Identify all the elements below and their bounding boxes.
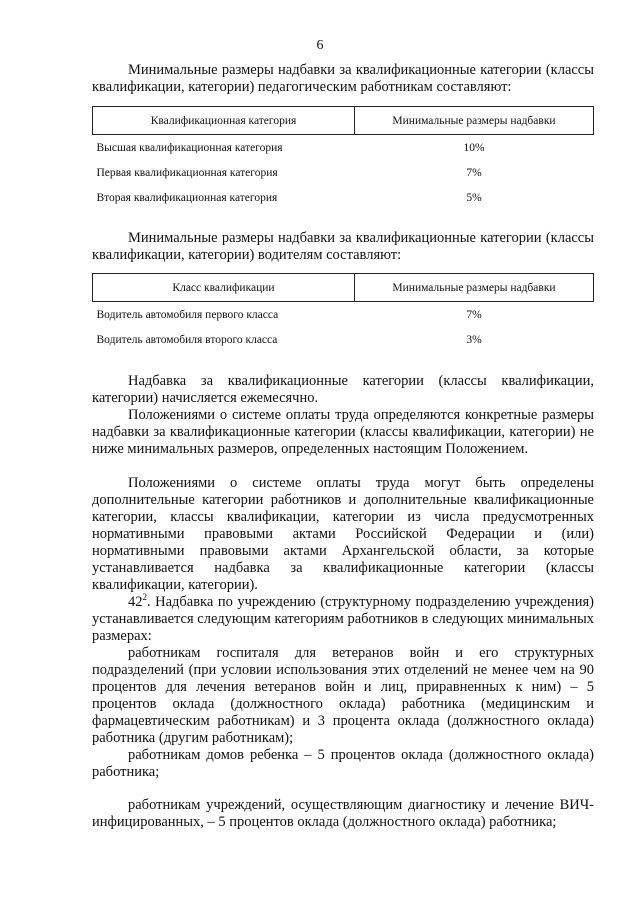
table-row: [93, 327, 594, 352]
class-cell: Водитель автомобиля второго класса: [96, 333, 278, 346]
table-row: [93, 302, 594, 328]
table-row: [93, 185, 594, 210]
teachers-allowance-table: [92, 106, 594, 210]
paragraph-monthly: Надбавка за квалификационные категории (классы квалификации, категории) начисляется ежемесячно.: [92, 373, 594, 406]
table-header-row: [93, 107, 594, 135]
list-item: работникам домов ребенка – 5 процентов оклада (должностного оклада) работника;: [92, 747, 594, 780]
value-cell: 3%: [466, 333, 482, 346]
class-cell: Водитель автомобиля первого класса: [96, 308, 279, 321]
page-number: 6: [316, 38, 324, 53]
column-header: Квалификационная категория: [93, 107, 355, 135]
value-cell: 7%: [466, 166, 482, 179]
drivers-intro: Минимальные размеры надбавки за квалификационные категории (классы квалификации, категории) водителям составляют:: [92, 230, 594, 263]
paragraph-specific-sizes: Положениями о системе оплаты труда определяются конкретные размеры надбавки за квалификационные категории (классы квалификации, категории) не ниже минимальных размеров, определенных настоящим Положением.: [92, 407, 594, 457]
category-cell: Вторая квалификационная категория: [96, 191, 278, 204]
clause-number: 42: [128, 594, 143, 610]
column-header: Минимальные размеры надбавки: [355, 107, 594, 135]
value-cell: 7%: [466, 308, 482, 321]
category-cell: Высшая квалификационная категория: [96, 141, 283, 154]
table-row: [93, 160, 594, 185]
list-item: работникам госпиталя для ветеранов войн и его структурных подразделений (при условии использования этих отделений не менее чем на 90 процентов для лечения ветеранов войн и лиц, приравненных к ним) – 5 процентов оклада (должностного оклада) работника (медицинским и фармацевтическим работникам) и 3 процента оклада (должностного оклада) работника (другим работникам);: [92, 645, 594, 746]
drivers-allowance-table: [92, 273, 594, 352]
teachers-intro: Минимальные размеры надбавки за квалификационные категории (классы квалификации, категории) педагогическим работникам составляют:: [92, 62, 594, 95]
paragraph-additional-categories: Положениями о системе оплаты труда могут быть определены дополнительные категории работников и дополнительные квалификационные категории, классы квалификации, категории из числа предусмотренных нормативными правовыми актами Российской Федерации и (или) нормативными правовыми актами Архангельской области, за которые устанавливается надбавка за квалификационные категории (классы квалификации, категории).: [92, 475, 594, 593]
table-header-row: [93, 274, 594, 302]
list-item: работникам учреждений, осуществляющим диагностику и лечение ВИЧ-инфицированных, – 5 процентов оклада (должностного оклада) работника;: [92, 797, 594, 830]
table-row: [93, 135, 594, 161]
column-header: Минимальные размеры надбавки: [355, 274, 594, 302]
column-header: Класс квалификации: [93, 274, 355, 302]
value-cell: 5%: [466, 191, 482, 204]
clause-42-2: $42^2$. Надбавка по учреждению (структурному подразделению учреждения) устанавливается следующим категориям работников в следующих минимальных размерах:: [92, 592, 594, 644]
clause-superscript: 2: [142, 592, 147, 603]
category-cell: Первая квалификационная категория: [96, 166, 278, 179]
value-cell: 10%: [463, 141, 485, 154]
